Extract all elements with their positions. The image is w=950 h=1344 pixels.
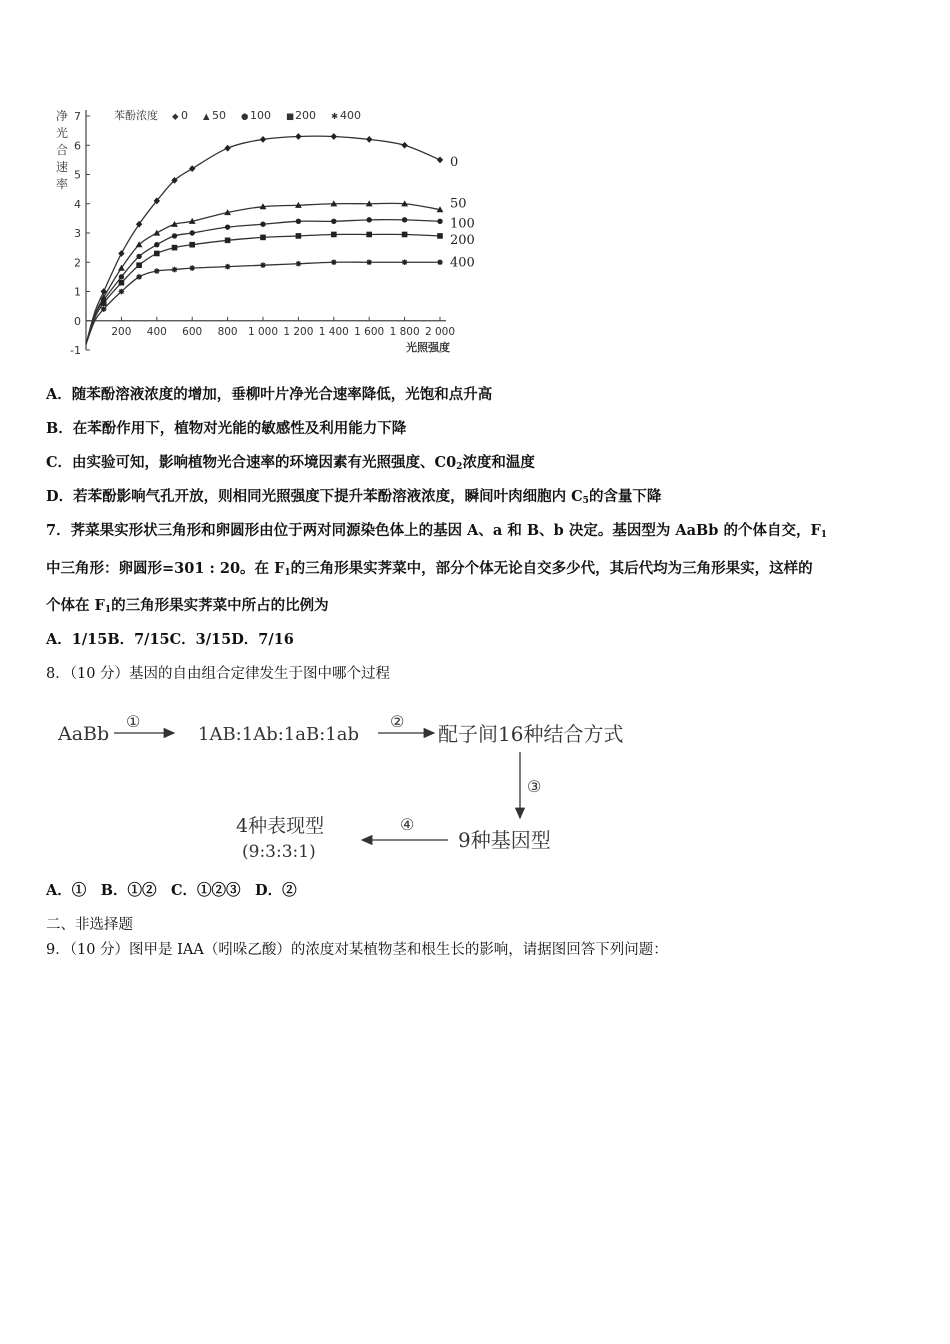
data-point — [331, 219, 336, 224]
data-point — [172, 233, 177, 238]
legend-marker: ✱ — [331, 112, 339, 122]
y-tick-label: 0 — [74, 314, 81, 328]
data-point — [260, 235, 266, 241]
q6-option-b: B．在苯酚作用下，植物对光能的敏感性及利用能力下降 — [46, 420, 407, 437]
legend-marker: ▲ — [203, 112, 210, 122]
data-point — [437, 156, 443, 163]
data-point — [437, 233, 443, 239]
data-point — [101, 306, 107, 312]
flow-aabb: AaBb — [58, 723, 110, 745]
x-tick-label: 1 600 — [354, 325, 385, 338]
y-axis-label-char: 净 — [55, 109, 69, 123]
x-tick-label: 1 800 — [389, 325, 420, 338]
data-point — [154, 251, 160, 257]
data-point — [172, 245, 178, 251]
x-tick-label: 1 400 — [318, 325, 349, 338]
flow-genotypes: 9种基因型 — [458, 828, 551, 852]
legend-label: 200 — [295, 109, 316, 122]
data-point — [366, 136, 372, 143]
data-point — [437, 219, 442, 224]
y-tick-label: 5 — [74, 168, 81, 182]
legend-marker: ■ — [286, 112, 295, 122]
x-tick-label: 800 — [217, 325, 238, 338]
flow-gametes: 1AB:1Ab:1aB:1ab — [198, 724, 359, 745]
y-tick-label: 1 — [74, 285, 81, 299]
legend-label: 400 — [340, 109, 361, 122]
data-point — [366, 259, 372, 265]
x-tick-label: 400 — [146, 325, 167, 338]
series-label-200: 200 — [450, 232, 475, 248]
q6-option-a: A．随苯酚溶液浓度的增加，垂柳叶片净光合速率降低，光饱和点升高 — [46, 386, 493, 403]
y-tick-label: 3 — [74, 227, 81, 240]
data-point — [154, 268, 160, 274]
x-tick-label: 1 200 — [283, 325, 314, 338]
data-point — [136, 262, 142, 268]
data-point — [296, 233, 302, 239]
photosynthesis-chart — [50, 98, 490, 370]
data-point — [153, 230, 160, 236]
data-point — [225, 238, 231, 244]
q8-stem: 8．（10 分）基因的自由组合定律发生于图中哪个过程 — [46, 666, 391, 682]
section-heading: 二、非选择题 — [46, 917, 133, 933]
data-point — [119, 289, 125, 295]
q7-stem-line3: 个体在 $F_1$的三角形果实荠菜中所占的比例为 — [46, 597, 329, 615]
data-point — [225, 264, 231, 270]
y-tick-label: 2 — [74, 256, 81, 270]
data-point — [401, 142, 407, 149]
y-tick-label: -1 — [70, 344, 81, 357]
x-tick-label: 1 000 — [247, 325, 279, 338]
data-point — [331, 133, 337, 140]
q7-stem-line1: 7．荠菜果实形状三角形和卵圆形由位于两对同源染色体上的基因 A、a 和 B、b 决定。基因型为 AaBb 的个体自交，$F_1$ — [46, 522, 828, 540]
data-point — [136, 254, 141, 259]
series-label-100: 100 — [450, 216, 475, 232]
data-point — [189, 242, 195, 248]
y-axis-label-char: 光 — [55, 126, 69, 140]
x-tick-label: 200 — [111, 325, 132, 338]
q7-options: A．1/15B．7/15C．3/15D．7/16 — [46, 631, 294, 648]
data-point — [367, 217, 372, 222]
x-tick-label: 2 000 — [424, 325, 456, 338]
y-tick-label: 4 — [74, 197, 81, 211]
flow-combos: 配子间16种结合方式 — [438, 722, 624, 746]
flow-step-4: ④ — [400, 815, 415, 834]
flow-phenotypes: 4种表现型 — [236, 815, 325, 837]
data-point — [260, 262, 266, 268]
data-point — [119, 280, 125, 286]
data-point — [296, 261, 302, 267]
data-point — [154, 242, 159, 247]
data-point — [402, 232, 408, 238]
q8-options: A．① B．①② C．①②③ D．② — [46, 882, 297, 899]
data-point — [101, 300, 107, 306]
data-point — [119, 274, 124, 279]
data-point — [260, 222, 265, 227]
gene-flow-diagram — [50, 700, 670, 870]
legend-label: 100 — [250, 109, 271, 122]
data-point — [296, 219, 301, 224]
series-label-0: 0 — [450, 154, 459, 170]
y-tick-label: 6 — [74, 139, 81, 153]
data-point — [225, 224, 230, 229]
data-point — [260, 136, 266, 143]
data-point — [402, 217, 407, 222]
legend-label: 0 — [181, 109, 188, 122]
data-point — [224, 145, 230, 152]
x-axis-label: 光照强度 — [406, 340, 450, 354]
data-point — [189, 165, 195, 172]
flow-step-3: ③ — [527, 777, 542, 796]
y-axis-label-char: 速 — [55, 160, 69, 174]
data-point — [118, 250, 124, 257]
q7-stem-line2: 中三角形：卵圆形=301 : 20。在 $F_1$的三角形果实荠菜中，部分个体无论自交多少代，其后代均为三角形果实，这样的 — [46, 560, 813, 578]
data-point — [190, 230, 195, 235]
series-label-50: 50 — [450, 196, 467, 212]
data-point — [331, 259, 337, 265]
y-axis-label-char: 率 — [55, 177, 69, 191]
legend-label: 50 — [212, 109, 226, 122]
x-tick-label: 600 — [182, 325, 203, 338]
data-point — [295, 133, 301, 140]
data-point — [331, 232, 337, 238]
q6-option-d: D．若苯酚影响气孔开放，则相同光照强度下提升苯酚溶液浓度，瞬间叶肉细胞内 $C_5$的含量下降 — [46, 488, 662, 506]
data-point — [136, 274, 142, 280]
y-tick-label: 7 — [74, 110, 81, 123]
flow-ratio: (9:3:3:1) — [242, 842, 316, 862]
flow-step-2: ② — [390, 712, 405, 731]
legend-marker: ● — [241, 112, 249, 122]
data-point — [366, 232, 372, 238]
data-point — [402, 259, 408, 265]
legend-title: 苯酚浓度 — [114, 109, 158, 122]
q6-option-c: C．由实验可知，影响植物光合速率的环境因素有光照强度、$C0_2$浓度和温度 — [46, 454, 535, 472]
data-point — [172, 267, 178, 273]
q9-stem: 9．（10 分）图甲是 IAA（吲哚乙酸）的浓度对某植物茎和根生长的影响，请据图回答下列问题： — [46, 942, 668, 958]
data-point — [437, 259, 443, 265]
legend-marker: ◆ — [172, 112, 179, 122]
flow-step-1: ① — [126, 712, 141, 731]
y-axis-label-char: 合 — [55, 143, 69, 157]
data-point — [189, 265, 195, 271]
series-label-400: 400 — [450, 255, 475, 271]
